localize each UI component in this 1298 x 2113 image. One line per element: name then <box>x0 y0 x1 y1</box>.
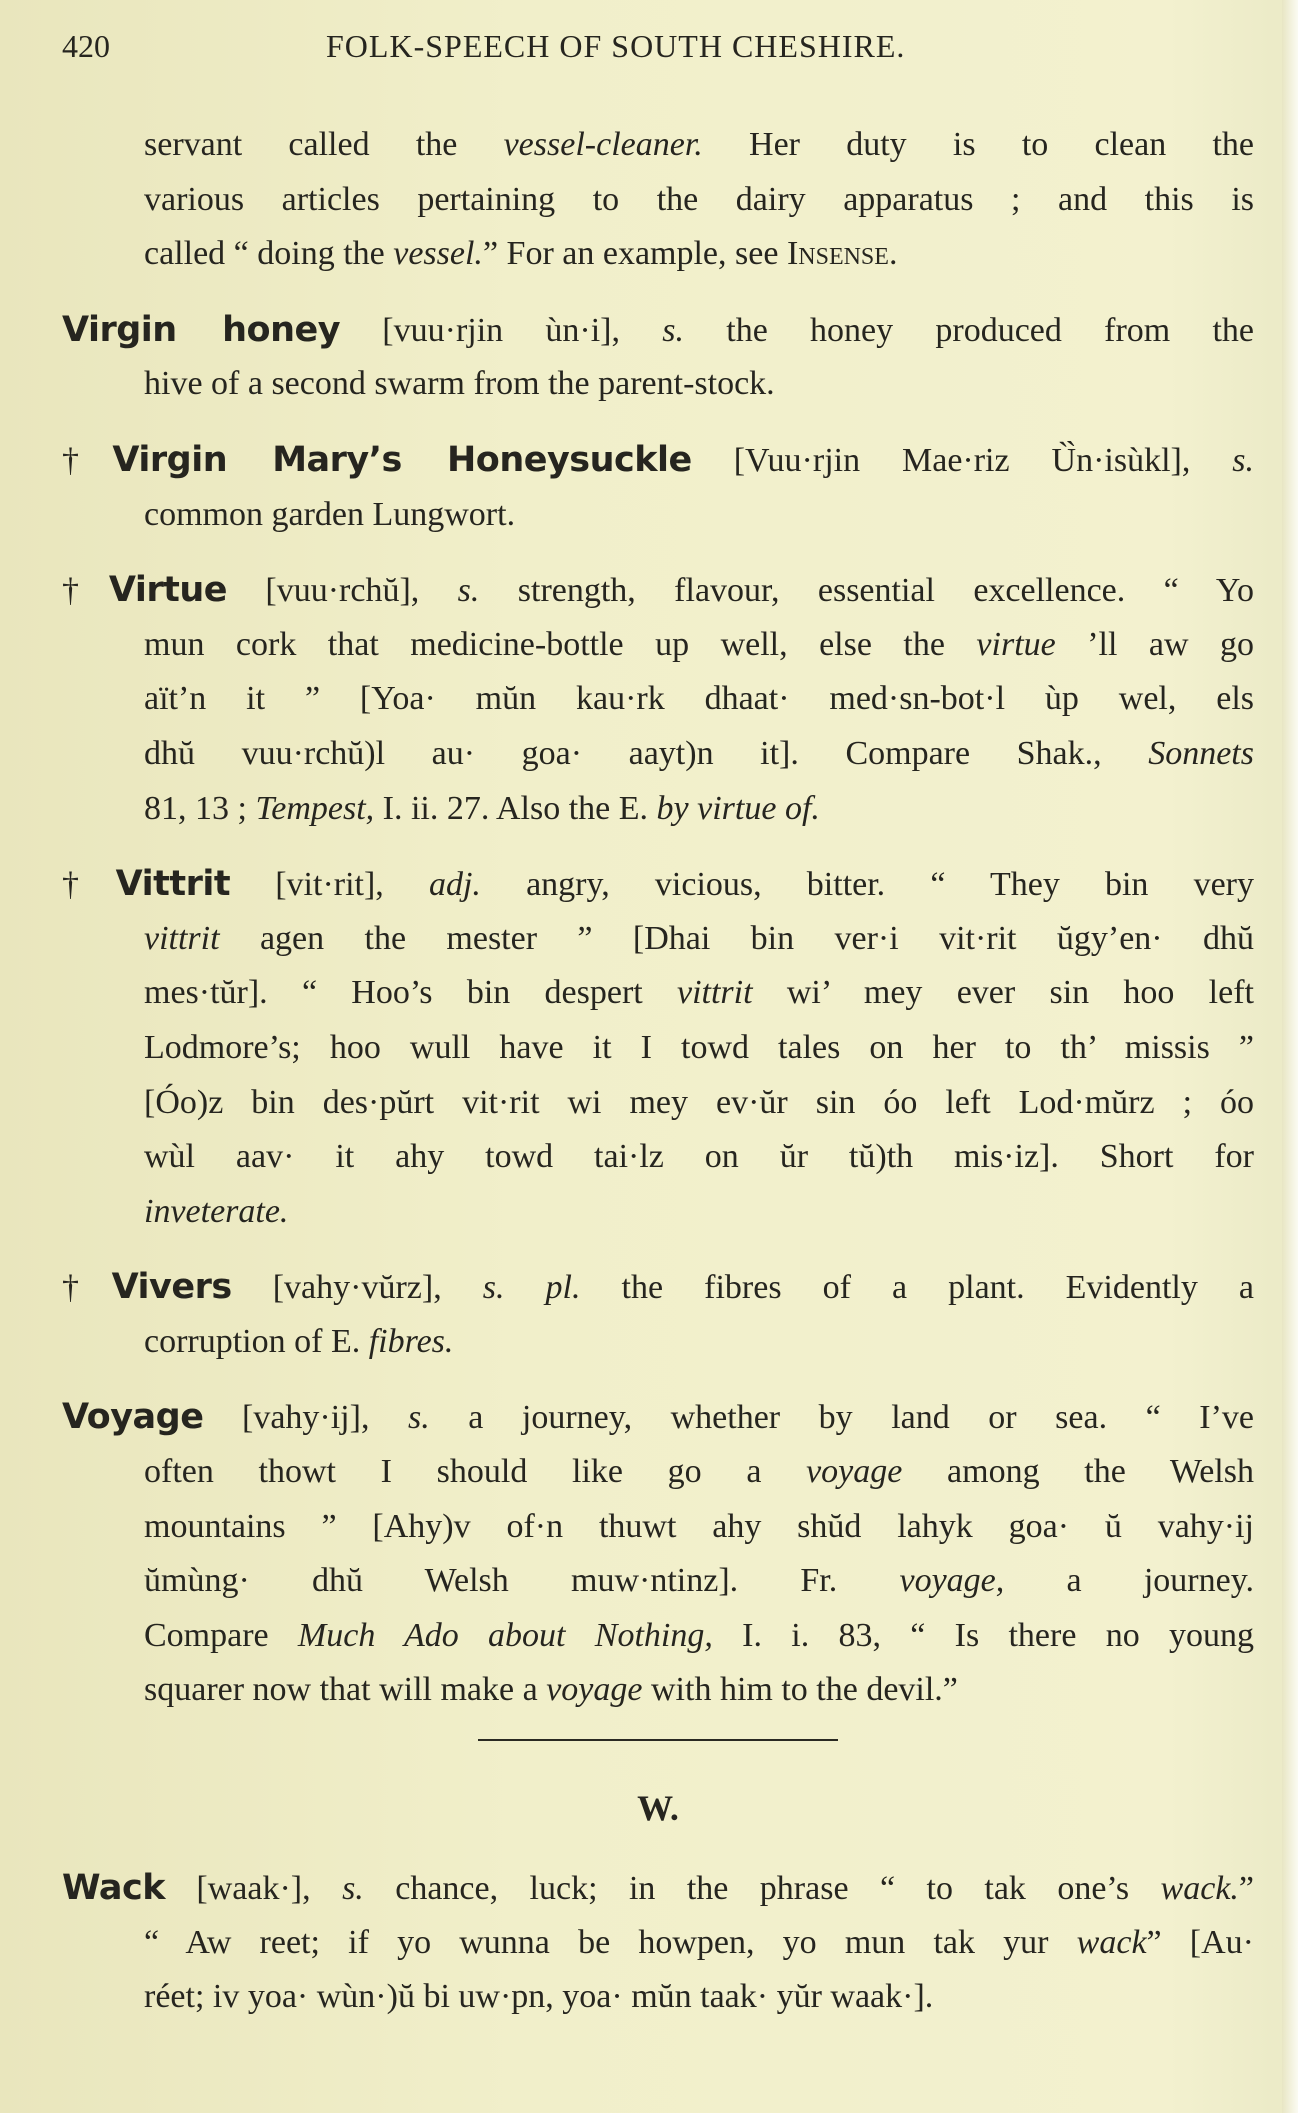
entry-line <box>62 1609 1254 1664</box>
text-run: s. <box>1232 441 1254 479</box>
text-run: wi’ mey ever sin hoo left <box>752 974 1254 1012</box>
text-run: virtue <box>976 625 1056 663</box>
text-run: ” <box>1238 1870 1254 1908</box>
entry-line <box>62 727 1254 782</box>
entry-vivers <box>62 1260 1254 1369</box>
text-run: called “ doing the <box>144 235 394 273</box>
text-run: often thowt I should like go a <box>144 1453 807 1491</box>
text-run: ” For an example, see <box>482 235 787 273</box>
text-run: strength, flavour, essential excellence. “ Yo <box>479 572 1254 610</box>
text-run: mun cork that medicine-bottle up well, else the <box>144 625 977 663</box>
text-run: servant called the <box>144 126 504 163</box>
text-run: with him to the devil.” <box>642 1671 958 1709</box>
entry-line <box>62 1021 1254 1076</box>
text-run: [waak·], <box>165 1870 343 1908</box>
page-edge <box>1282 0 1298 2113</box>
entry-line <box>62 618 1254 673</box>
entry-line <box>62 1663 1254 1718</box>
page-number: 420 <box>62 28 110 64</box>
section-heading-w: W. <box>637 1788 679 1829</box>
text-run: Compare <box>144 1616 298 1654</box>
text-run: adj. <box>428 866 481 904</box>
text-run: I. i. 83, “ Is there no young <box>712 1616 1254 1654</box>
entry-line <box>62 1970 1254 2025</box>
entry-line <box>62 1315 1254 1370</box>
entry-virgin-marys-honeysuckle <box>62 433 1254 542</box>
text-run: wack <box>1076 1923 1147 1961</box>
text-run: aït’n it ” [Yoa· mŭn kau·rk dhaat· med·sn-bot·l ùp wel, els <box>144 680 1254 718</box>
entry-line <box>62 1861 1254 1916</box>
text-run: various articles pertaining to the dairy apparatus ; and this is <box>144 180 1254 218</box>
text-run: angry, vicious, bitter. “ They bin very <box>480 866 1254 904</box>
text-run: [vuu·rchŭ], <box>227 572 458 610</box>
entry-line <box>62 912 1254 967</box>
headword: Virgin honey <box>62 309 341 350</box>
text-run: Lodmore’s; hoo wull have it I towd tales on her to th’ missis ” <box>144 1028 1254 1066</box>
entry-line <box>62 357 1254 412</box>
text-run: Her duty is to clean the <box>702 126 1254 163</box>
dictionary-body <box>62 118 1254 2046</box>
entry-line <box>62 1185 1254 1240</box>
text-run: † <box>62 572 109 610</box>
entry-line <box>62 173 1254 228</box>
text-run: s. pl. <box>482 1269 581 1307</box>
text-run: s. <box>662 311 684 349</box>
entries-v <box>62 118 1254 1718</box>
text-run: “ Aw reet; if yo wunna be howpen, yo mun tak yur <box>144 1923 1077 1961</box>
entry-line <box>62 1390 1254 1445</box>
text-run: the honey produced from the <box>684 311 1254 349</box>
headword: Virtue <box>108 570 228 611</box>
text-run: [vuu·rjin ùn·i], <box>340 311 663 349</box>
entry-line <box>62 966 1254 1021</box>
text-run: † <box>62 1269 112 1307</box>
text-run: Tempest, <box>255 789 375 827</box>
entry-virtue <box>62 563 1254 836</box>
text-run: mountains ” [Ahy)v of·n thuwt ahy shŭd lahyk goa· ŭ vahy·ij <box>144 1507 1254 1545</box>
headword: Voyage <box>62 1397 204 1438</box>
section-divider-rule <box>478 1739 838 1741</box>
text-run: [Vuu·rjin Mae·riz Ù̀n·isùkl], <box>691 441 1233 479</box>
text-run: chance, luck; in the phrase “ to tak one’s <box>363 1870 1161 1908</box>
entries-w <box>62 1861 1254 2025</box>
text-run: fibres. <box>368 1322 454 1360</box>
entry-line <box>62 488 1254 543</box>
text-run: [Óo)z bin des·pŭrt vit·rit wi mey ev·ŭr sin óo left Lod·mŭrz ; óo <box>144 1083 1254 1121</box>
text-run: by virtue of. <box>656 789 820 827</box>
text-run: ŭmùng· dhŭ Welsh muw·ntinz]. Fr. <box>144 1562 900 1600</box>
page-header <box>62 28 1252 74</box>
text-run: s. <box>457 572 480 610</box>
text-run: 81, 13 ; <box>144 789 256 827</box>
text-run: a journey. <box>1004 1562 1254 1600</box>
entry-line <box>62 118 1254 173</box>
text-run: dhŭ vuu·rchŭ)l au· goa· aayt)n it]. Compare Shak., <box>144 734 1149 772</box>
entry-line <box>62 857 1254 912</box>
text-run: vittrit <box>676 974 753 1012</box>
entry-vittrit <box>62 857 1254 1239</box>
entry-vessel-continuation <box>62 118 1254 282</box>
text-run: s. <box>342 1870 364 1908</box>
text-run: ” [Au· <box>1146 1923 1254 1961</box>
text-run: wack. <box>1160 1870 1239 1908</box>
text-run: I. ii. 27. Also the E. <box>374 789 657 827</box>
text-run: corruption of E. <box>144 1322 369 1360</box>
entry-voyage <box>62 1390 1254 1718</box>
text-run: Much Ado about Nothing, <box>297 1616 713 1654</box>
text-run: voyage, <box>899 1562 1005 1600</box>
text-run: voyage <box>806 1453 903 1491</box>
text-run: [vahy·vŭrz], <box>231 1269 483 1307</box>
text-run: vessel. <box>393 235 483 273</box>
entry-line <box>62 1554 1254 1609</box>
headword: Wack <box>62 1868 165 1909</box>
text-run: the fibres of a plant. Evidently a <box>580 1269 1254 1307</box>
text-run: Sonnets <box>1148 734 1254 772</box>
entry-line <box>62 227 1254 282</box>
text-run: voyage <box>546 1671 643 1709</box>
text-run: common garden Lungwort. <box>144 495 516 533</box>
text-run: vittrit <box>144 919 220 957</box>
text-run: s. <box>408 1399 430 1437</box>
entry-virgin-honey <box>62 303 1254 412</box>
text-run: [vit·rit], <box>230 866 429 904</box>
running-title: FOLK-SPEECH OF SOUTH CHESHIRE. <box>326 28 906 64</box>
entry-line <box>62 1916 1254 1971</box>
entry-line <box>62 1130 1254 1185</box>
text-run: among the Welsh <box>902 1453 1254 1491</box>
text-run: Insense. <box>786 235 898 273</box>
entry-wack <box>62 1861 1254 2025</box>
text-run: [vahy·ij], <box>203 1399 408 1437</box>
text-run: wùl aav· it ahy towd tai·lz on ŭr tŭ)th mis·iz]. Short for <box>144 1138 1254 1176</box>
headword: Vivers <box>111 1267 232 1308</box>
entry-line <box>62 303 1254 358</box>
entry-line <box>62 433 1254 488</box>
entry-line <box>62 563 1254 618</box>
text-run: vessel-cleaner. <box>503 126 703 163</box>
text-run: † <box>62 441 113 479</box>
entry-line <box>62 672 1254 727</box>
text-run: inveterate. <box>144 1192 289 1230</box>
entry-line <box>62 1076 1254 1131</box>
text-run: mes·tŭr]. “ Hoo’s bin despert <box>144 974 677 1012</box>
entry-line <box>62 1445 1254 1500</box>
text-run: ’ll aw go <box>1055 625 1255 663</box>
headword: Virgin Mary’s Honeysuckle <box>112 439 692 480</box>
text-run: a journey, whether by land or sea. “ I’ve <box>429 1399 1254 1437</box>
text-run: squarer now that will make a <box>144 1671 547 1709</box>
text-run: réet; iv yoa· wùn·)ŭ bi uw·pn, yoa· mŭn taak· yŭr waak·]. <box>144 1978 934 2016</box>
entry-line <box>62 1260 1254 1315</box>
headword: Vittrit <box>115 864 231 905</box>
text-run: agen the mester ” [Dhai bin ver·i vit·rit ŭgy’en· dhŭ <box>219 919 1254 957</box>
entry-line <box>62 1500 1254 1555</box>
text-run: † <box>62 866 116 904</box>
text-run: hive of a second swarm from the parent-stock. <box>144 365 775 403</box>
entry-line <box>62 782 1254 837</box>
